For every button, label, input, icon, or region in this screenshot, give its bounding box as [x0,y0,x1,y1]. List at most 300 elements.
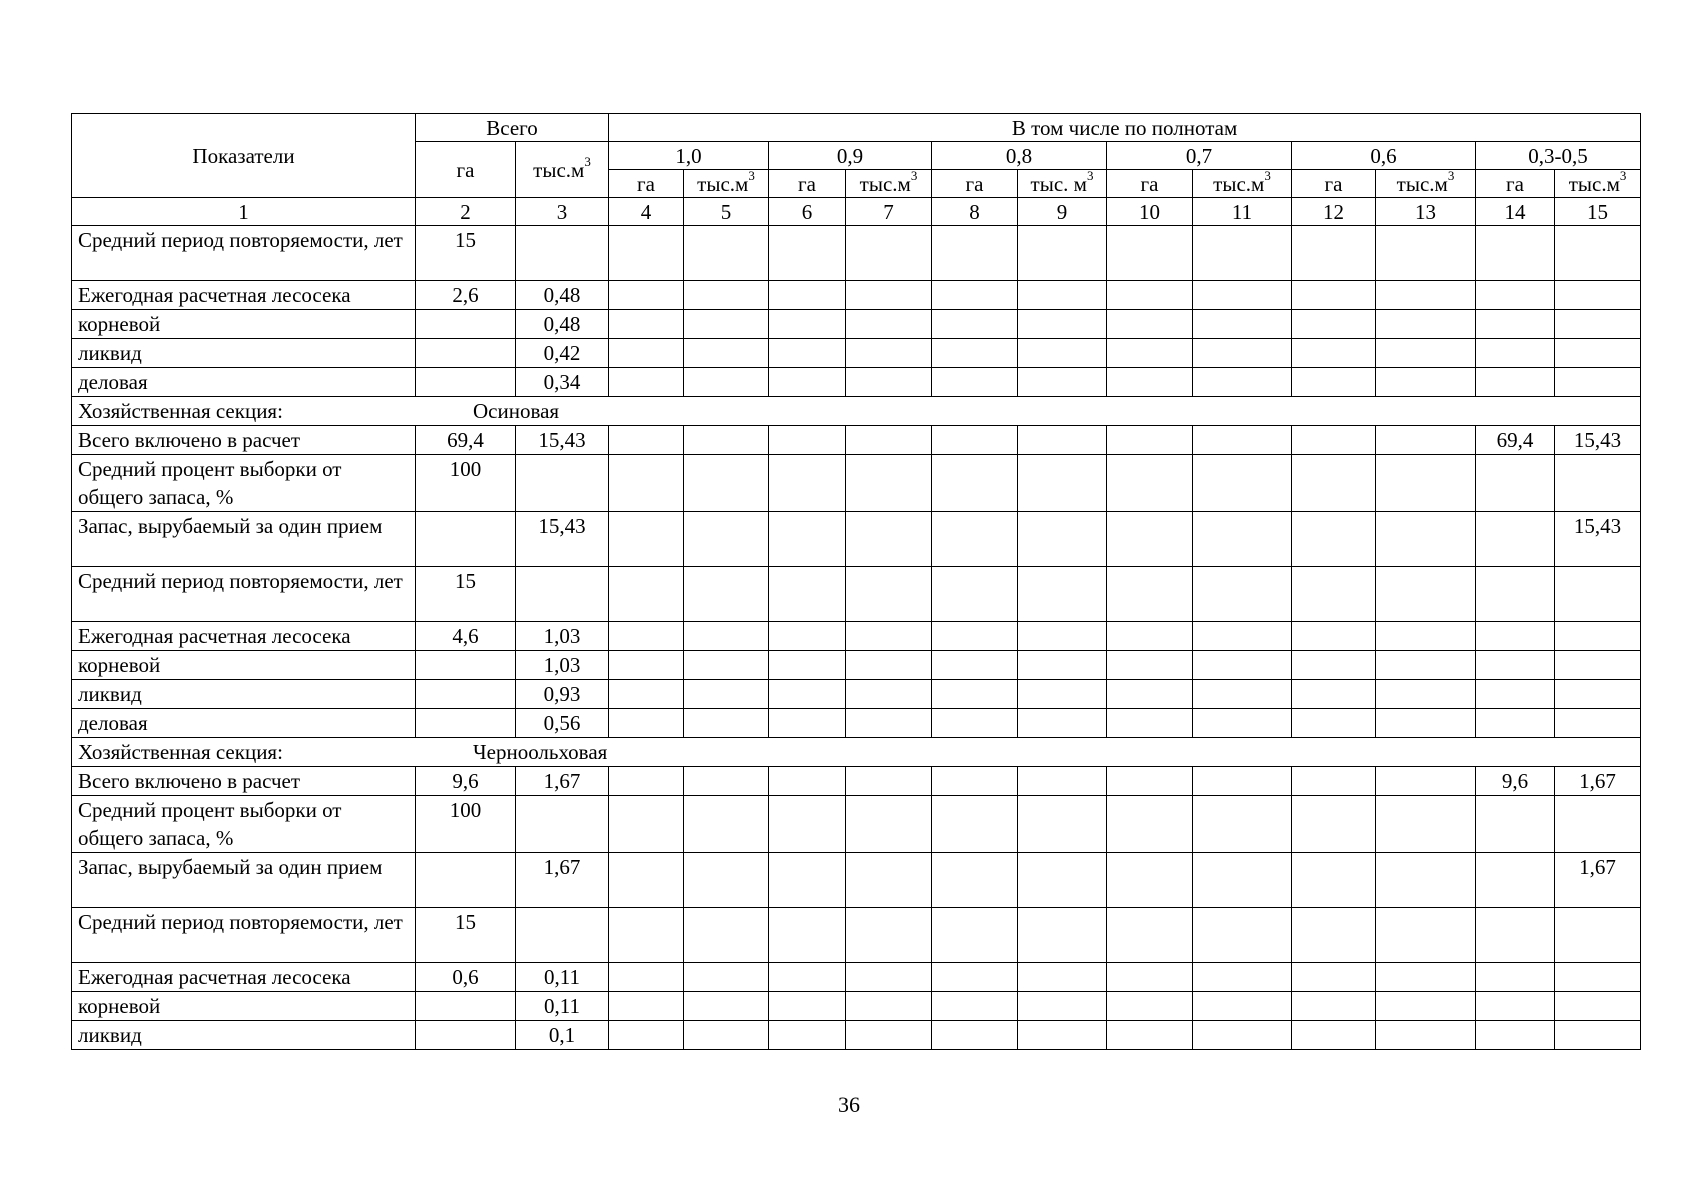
density-header: 0,7 [1107,142,1292,170]
density-cell [1018,368,1107,397]
row-label: Средний процент выборки от общего запаса, % [72,796,416,853]
density-cell [609,853,684,908]
density-header: 0,6 [1292,142,1476,170]
density-cell [932,567,1018,622]
page-number: 36 [838,1092,860,1117]
total-vol-cell: 15,43 [516,512,609,567]
total-vol-cell: 1,67 [516,853,609,908]
density-cell [1376,226,1476,281]
density-cell [846,651,932,680]
density-cell [684,339,769,368]
table-row [72,622,1641,651]
density-cell [769,992,846,1021]
total-ha-cell: 100 [416,796,516,853]
table-row [72,992,1641,1021]
density-cell [769,226,846,281]
density-cell [609,455,684,512]
column-number: 8 [932,198,1018,226]
density-cell [1107,709,1193,738]
unit-vol-header: $тыс.м^3$ [846,170,932,198]
density-cell [846,963,932,992]
row-label: Всего включено в расчет [72,426,416,455]
row-label: Запас, вырубаемый за один прием [72,853,416,908]
density-cell [932,767,1018,796]
density-cell [609,622,684,651]
density-cell [1193,567,1292,622]
total-vol-cell [516,567,609,622]
density-cell [932,1021,1018,1050]
table-row [72,767,1641,796]
column-number: 15 [1555,198,1641,226]
density-vol-cell: 15,43 [1555,426,1641,455]
total-vol-cell: 1,03 [516,622,609,651]
density-cell [1376,455,1476,512]
density-cell [769,709,846,738]
density-ha-cell [1476,908,1555,963]
density-cell [1292,963,1376,992]
table-row [72,963,1641,992]
density-cell [1292,455,1376,512]
total-vol-cell: 0,48 [516,310,609,339]
density-cell [1193,368,1292,397]
density-cell [609,368,684,397]
density-cell [1193,651,1292,680]
density-cell [769,339,846,368]
density-header: 0,9 [769,142,932,170]
column-number: 10 [1107,198,1193,226]
density-ha-cell [1476,368,1555,397]
density-cell [846,368,932,397]
density-vol-cell [1555,339,1641,368]
density-cell [846,310,932,339]
density-cell [1018,512,1107,567]
density-cell [1107,310,1193,339]
density-cell [1107,339,1193,368]
density-cell [1018,567,1107,622]
density-ha-cell [1476,310,1555,339]
density-cell [1193,963,1292,992]
density-cell [684,281,769,310]
total-ha-cell: 15 [416,908,516,963]
density-cell [1376,567,1476,622]
density-cell [1193,455,1292,512]
density-cell [846,908,932,963]
table-row [72,796,1641,853]
table-row [72,368,1641,397]
density-cell [932,226,1018,281]
unit-ha-header: га [1107,170,1193,198]
density-cell [1292,567,1376,622]
density-cell [609,226,684,281]
density-cell [1376,310,1476,339]
total-ha-cell [416,853,516,908]
density-cell [1018,1021,1107,1050]
density-cell [769,680,846,709]
table-row [72,455,1641,512]
density-cell [932,853,1018,908]
density-vol-cell [1555,622,1641,651]
density-cell [1018,651,1107,680]
density-cell [684,226,769,281]
density-cell [1376,281,1476,310]
row-label: корневой [72,992,416,1021]
density-cell [932,368,1018,397]
row-label: деловая [72,709,416,738]
density-cell [1193,853,1292,908]
density-ha-cell: 69,4 [1476,426,1555,455]
density-cell [769,622,846,651]
row-label: Средний период повторяемости, лет [72,908,416,963]
density-cell [1107,512,1193,567]
unit-ha-header: га [1476,170,1555,198]
by-density-header: В том числе по полнотам [609,114,1641,142]
density-cell [1193,992,1292,1021]
density-cell [932,426,1018,455]
density-cell [1018,339,1107,368]
density-cell [1018,310,1107,339]
table-row [72,281,1641,310]
density-cell [769,651,846,680]
unit-ha-header: га [1292,170,1376,198]
density-cell [769,455,846,512]
density-cell [846,622,932,651]
density-cell [769,426,846,455]
row-label: Запас, вырубаемый за один прием [72,512,416,567]
column-number: 5 [684,198,769,226]
density-cell [1018,908,1107,963]
table-row [72,310,1641,339]
density-cell [846,992,932,1021]
density-cell [1107,853,1193,908]
table-row [72,908,1641,963]
density-cell [1193,908,1292,963]
density-ha-cell [1476,651,1555,680]
density-ha-cell [1476,512,1555,567]
column-number: 6 [769,198,846,226]
density-ha-cell [1476,1021,1555,1050]
density-cell [932,709,1018,738]
density-cell [684,709,769,738]
density-cell [1376,709,1476,738]
total-vol-cell: 0,48 [516,281,609,310]
total-ha-header: га [416,142,516,198]
density-cell [609,992,684,1021]
density-cell [1193,512,1292,567]
density-cell [1376,339,1476,368]
total-ha-cell [416,368,516,397]
density-cell [1376,796,1476,853]
density-cell [1018,281,1107,310]
row-label: корневой [72,651,416,680]
density-cell [769,368,846,397]
total-ha-cell: 9,6 [416,767,516,796]
density-cell [609,767,684,796]
density-cell [609,512,684,567]
density-cell [1292,796,1376,853]
density-vol-cell [1555,226,1641,281]
section-row [72,397,1641,426]
table-row [72,680,1641,709]
density-cell [1292,651,1376,680]
density-cell [1292,1021,1376,1050]
total-ha-cell: 100 [416,455,516,512]
total-ha-cell: 2,6 [416,281,516,310]
section-label: Хозяйственная секция: [78,399,283,423]
density-cell [1193,680,1292,709]
density-cell [1292,339,1376,368]
density-cell [932,310,1018,339]
density-ha-cell [1476,339,1555,368]
total-ha-cell [416,709,516,738]
column-number: 3 [516,198,609,226]
density-cell [932,796,1018,853]
density-vol-cell [1555,992,1641,1021]
total-ha-cell: 0,6 [416,963,516,992]
table-row [72,226,1641,281]
column-number: 4 [609,198,684,226]
density-cell [1376,368,1476,397]
density-vol-cell [1555,796,1641,853]
density-cell [846,680,932,709]
column-number: 1 [72,198,416,226]
density-cell [684,1021,769,1050]
density-cell [769,281,846,310]
density-cell [684,310,769,339]
density-cell [846,512,932,567]
density-cell [1107,426,1193,455]
density-cell [1018,455,1107,512]
density-cell [846,796,932,853]
density-vol-cell [1555,709,1641,738]
density-cell [684,512,769,567]
density-cell [1376,512,1476,567]
density-cell [846,1021,932,1050]
density-cell [1376,622,1476,651]
density-cell [1018,796,1107,853]
total-ha-cell: 4,6 [416,622,516,651]
column-number: 13 [1376,198,1476,226]
density-cell [1292,368,1376,397]
total-ha-cell [416,512,516,567]
indicators-header: Показатели [72,114,416,198]
table-row [72,853,1641,908]
total-ha-cell: 69,4 [416,426,516,455]
density-ha-cell [1476,796,1555,853]
density-cell [1193,226,1292,281]
density-cell [1193,767,1292,796]
table-row [72,709,1641,738]
row-label: Средний период повторяемости, лет [72,567,416,622]
density-vol-cell [1555,680,1641,709]
density-header: 1,0 [609,142,769,170]
density-vol-cell [1555,310,1641,339]
density-ha-cell: 9,6 [1476,767,1555,796]
unit-vol-header: $тыс.м^3$ [1555,170,1641,198]
density-header: 0,3-0,5 [1476,142,1641,170]
density-cell [1107,992,1193,1021]
density-cell [1292,767,1376,796]
density-cell [932,455,1018,512]
total-ha-cell [416,651,516,680]
density-vol-cell [1555,963,1641,992]
row-label: Средний период повторяемости, лет [72,226,416,281]
density-cell [769,767,846,796]
unit-ha-header: га [769,170,846,198]
density-cell [684,567,769,622]
density-ha-cell [1476,709,1555,738]
unit-ha-header: га [609,170,684,198]
density-vol-cell: 15,43 [1555,512,1641,567]
density-cell [1107,226,1193,281]
column-number: 14 [1476,198,1555,226]
density-cell [1018,426,1107,455]
density-cell [1376,651,1476,680]
density-cell [846,567,932,622]
row-label: Средний процент выборки от общего запаса, % [72,455,416,512]
density-cell [1018,767,1107,796]
density-ha-cell [1476,281,1555,310]
column-number: 9 [1018,198,1107,226]
density-cell [1107,908,1193,963]
row-label: корневой [72,310,416,339]
density-cell [1107,455,1193,512]
density-cell [1107,281,1193,310]
density-cell [1107,796,1193,853]
density-cell [609,796,684,853]
density-cell [1376,767,1476,796]
density-cell [1292,680,1376,709]
forest-indicators-table [71,113,1641,1050]
density-cell [846,455,932,512]
density-cell [932,339,1018,368]
density-cell [932,651,1018,680]
density-vol-cell [1555,651,1641,680]
column-number: 2 [416,198,516,226]
density-vol-cell [1555,908,1641,963]
table-row [72,426,1641,455]
density-cell [1107,767,1193,796]
density-cell [1018,709,1107,738]
total-ha-cell [416,1021,516,1050]
table-row [72,1021,1641,1050]
density-cell [1292,709,1376,738]
density-vol-cell: 1,67 [1555,767,1641,796]
density-cell [769,963,846,992]
total-vol-cell: 0,42 [516,339,609,368]
density-cell [932,963,1018,992]
density-header: 0,8 [932,142,1107,170]
total-vol-cell: 0,56 [516,709,609,738]
section-name: Осиновая [473,399,560,423]
total-ha-cell [416,339,516,368]
density-vol-cell: 1,67 [1555,853,1641,908]
density-cell [609,963,684,992]
section-cell [72,397,1641,426]
section-label: Хозяйственная секция: [78,740,283,764]
total-vol-cell: 0,34 [516,368,609,397]
density-cell [1376,426,1476,455]
density-cell [932,281,1018,310]
density-ha-cell [1476,455,1555,512]
total-header: Всего [416,114,609,142]
row-label: ликвид [72,339,416,368]
total-vol-cell: 0,1 [516,1021,609,1050]
density-vol-cell [1555,368,1641,397]
density-cell [609,680,684,709]
density-cell [846,226,932,281]
total-ha-cell [416,680,516,709]
total-vol-cell [516,226,609,281]
table-row [72,651,1641,680]
total-vol-cell [516,455,609,512]
total-vol-cell: 0,11 [516,963,609,992]
density-cell [1292,853,1376,908]
table-row [72,512,1641,567]
density-vol-cell [1555,281,1641,310]
density-ha-cell [1476,853,1555,908]
unit-vol-header: $тыс.м^3$ [684,170,769,198]
density-cell [846,339,932,368]
density-cell [684,622,769,651]
density-cell [1193,622,1292,651]
density-cell [1107,1021,1193,1050]
density-cell [684,767,769,796]
density-cell [1018,853,1107,908]
density-cell [1193,1021,1292,1050]
density-cell [846,709,932,738]
row-label: Ежегодная расчетная лесосека [72,281,416,310]
density-cell [1107,963,1193,992]
density-cell [1292,310,1376,339]
density-cell [1376,908,1476,963]
density-ha-cell [1476,992,1555,1021]
density-cell [846,281,932,310]
table-row [72,567,1641,622]
section-name: Черноольховая [473,740,608,764]
density-cell [684,796,769,853]
total-vol-header: $тыс.м^3$ [516,142,609,198]
unit-vol-header: $тыс.м^3$ [1376,170,1476,198]
density-cell [684,963,769,992]
density-vol-cell [1555,1021,1641,1050]
column-number: 7 [846,198,932,226]
density-cell [1193,281,1292,310]
density-cell [684,992,769,1021]
density-cell [769,908,846,963]
density-cell [1018,992,1107,1021]
density-cell [932,992,1018,1021]
density-cell [932,512,1018,567]
section-row [72,738,1641,767]
density-cell [1107,651,1193,680]
density-cell [1107,622,1193,651]
density-cell [846,767,932,796]
total-ha-cell [416,992,516,1021]
total-vol-cell: 0,11 [516,992,609,1021]
density-cell [684,853,769,908]
density-vol-cell [1555,455,1641,512]
density-ha-cell [1476,567,1555,622]
density-cell [684,680,769,709]
table-row [72,339,1641,368]
row-label: ликвид [72,1021,416,1050]
density-cell [1018,226,1107,281]
density-cell [609,426,684,455]
density-cell [1193,426,1292,455]
density-cell [1292,426,1376,455]
density-ha-cell [1476,680,1555,709]
density-cell [769,310,846,339]
